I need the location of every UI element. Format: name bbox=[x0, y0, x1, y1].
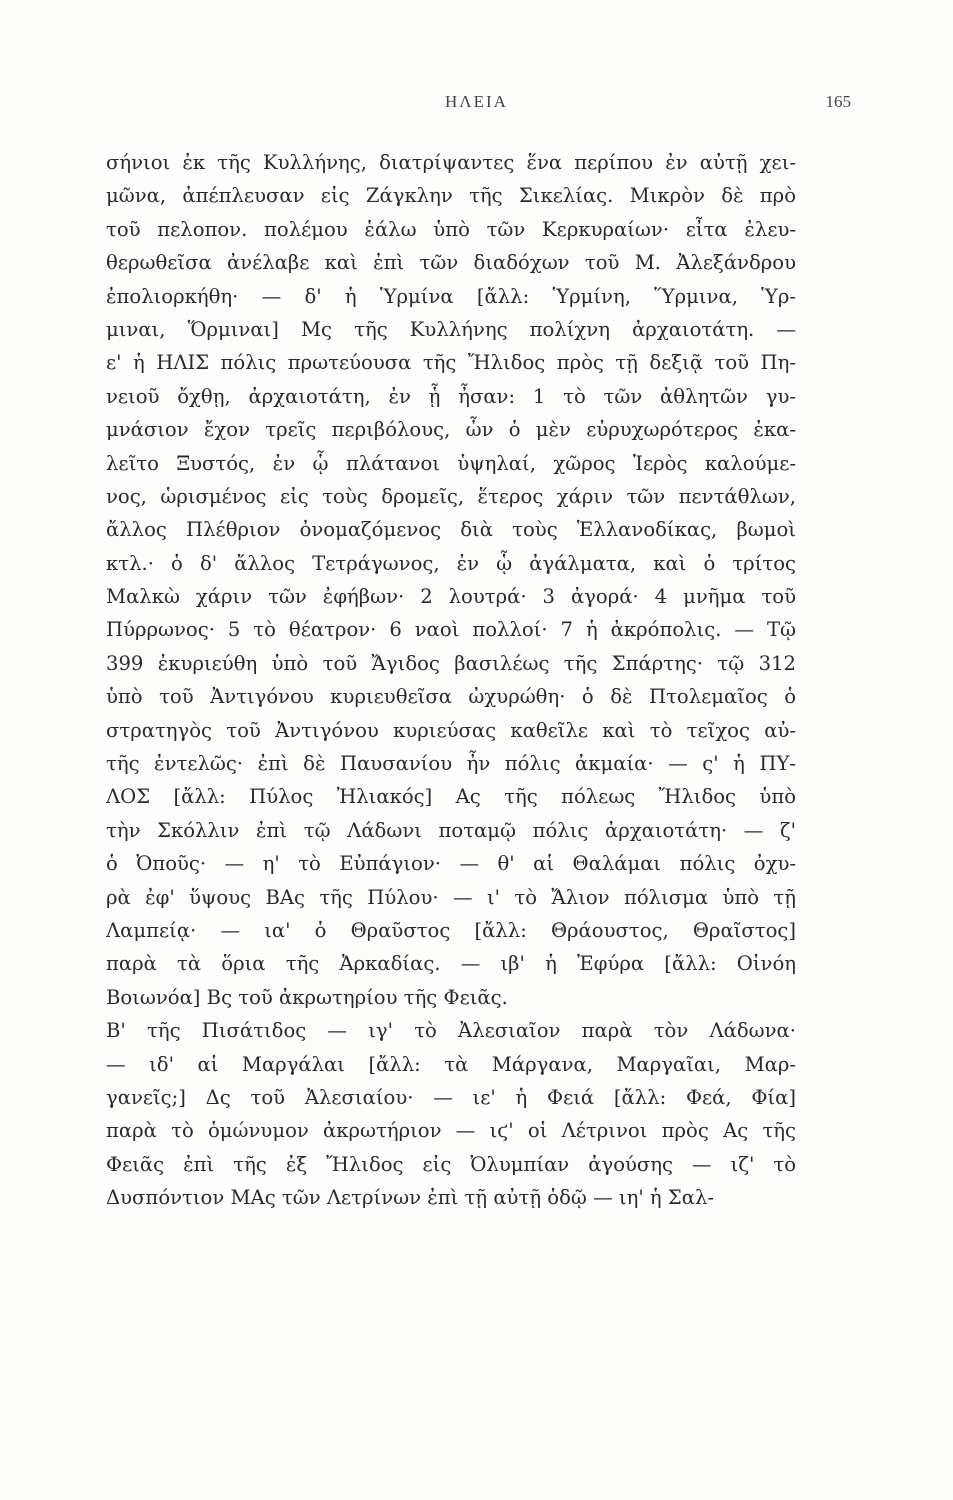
text-line: στρατηγὸς τοῦ Ἀντιγόνου κυριεύσας καθεῖλε καὶ τὸ τεῖχος αὐ- bbox=[106, 718, 796, 742]
text-line: — ιδ' αἱ Μαργάλαι [ἄλλ: τὰ Μάργανα, Μαργαῖαι, Μαρ- bbox=[106, 1052, 796, 1076]
text-line: κτλ.· ὁ δ' ἄλλος Τετράγωνος, ἐν ᾧ ἀγάλματα, καὶ ὁ τρίτος bbox=[106, 551, 796, 575]
text-line: Βοιωνόα] Βς τοῦ ἀκρωτηρίου τῆς Φειᾶς. bbox=[106, 985, 508, 1009]
text-line: Λαμπείᾳ· — ια' ὁ Θραῦστος [ἄλλ: Θράουστος, Θραῖστος] bbox=[106, 918, 796, 942]
text-line: λεῖτο Ξυστός, ἐν ᾧ πλάτανοι ὑψηλαί, χῶρος Ἱερὸς καλούμε- bbox=[106, 451, 796, 475]
text-line: Δυσπόντιον ΜΑς τῶν Λετρίνων ἐπὶ τῇ αὐτῇ ὁδῷ — ιη' ἡ Σαλ- bbox=[106, 1186, 715, 1210]
text-line: ΛΟΣ [ἄλλ: Πύλος Ἠλιακός] Ας τῆς πόλεως Ἤλιδος ὑπὸ bbox=[106, 785, 796, 809]
text-line: Β' τῆς Πισάτιδος — ιγ' τὸ Ἀλεσιαῖον παρὰ τὸν Λάδωνα· bbox=[106, 1019, 796, 1043]
text-line: 399 ἐκυριεύθη ὑπὸ τοῦ Ἄγιδος βασιλέως τῆς Σπάρτης· τῷ 312 bbox=[106, 651, 796, 675]
text-line: νος, ὡρισμένος εἰς τοὺς δρομεῖς, ἕτερος χάριν τῶν πεντάθλων, bbox=[106, 484, 796, 508]
text-line: Μαλκὼ χάριν τῶν ἐφήβων· 2 λουτρά· 3 ἀγορά· 4 μνῆμα τοῦ bbox=[106, 585, 796, 609]
text-line: ε' ἡ ΗΛΙΣ πόλις πρωτεύουσα τῆς Ἤλιδος πρὸς τῇ δεξιᾷ τοῦ Πη- bbox=[106, 351, 796, 375]
text-line: τοῦ πελοπον. πολέμου ἑάλω ὑπὸ τῶν Κερκυραίων· εἶτα ἐλευ- bbox=[106, 217, 796, 241]
text-line: μῶνα, ἀπέπλευσαν εἰς Ζάγκλην τῆς Σικελίας. Μικρὸν δὲ πρὸ bbox=[106, 184, 796, 208]
text-line: θερωθεῖσα ἀνέλαβε καὶ ἐπὶ τῶν διαδόχων τοῦ Μ. Ἀλεξάνδρου bbox=[106, 251, 796, 275]
running-header bbox=[0, 92, 953, 122]
text-line: σήνιοι ἐκ τῆς Κυλλήνης, διατρίψαντες ἕνα περίπου ἐν αὐτῇ χει- bbox=[106, 151, 796, 174]
text-line: μνάσιον ἔχον τρεῖς περιβόλους, ὧν ὁ μὲν εὐρυχωρότερος ἐκα- bbox=[106, 418, 796, 442]
text-line: νειοῦ ὄχθῃ, ἀρχαιοτάτη, ἐν ᾗ ἦσαν: 1 τὸ τῶν ἀθλητῶν γυ- bbox=[106, 384, 796, 408]
text-line: ἐπολιορκήθη· — δ' ἡ Ὑρμίνα [ἄλλ: Ὑρμίνη, Ὕρμινα, Ὑρ- bbox=[106, 284, 796, 308]
text-line: ἄλλος Πλέθριον ὀνομαζόμενος διὰ τοὺς Ἑλλανοδίκας, βωμοὶ bbox=[106, 518, 796, 542]
text-line: Φειᾶς ἐπὶ τῆς ἐξ Ἤλιδος εἰς Ὀλυμπίαν ἀγούσης — ιζ' τὸ bbox=[106, 1152, 796, 1176]
page-title: ΗΛΕΙΑ bbox=[445, 92, 508, 111]
body-text bbox=[106, 146, 796, 1215]
text-line: ρὰ ἐφ' ὕψους ΒΑς τῆς Πύλου· — ι' τὸ Ἄλιον πόλισμα ὑπὸ τῇ bbox=[106, 885, 796, 909]
text-line: γανεῖς;] Δς τοῦ Ἀλεσιαίου· — ιε' ἡ Φειά [ἄλλ: Φεά, Φία] bbox=[106, 1085, 796, 1109]
text-line: παρὰ τὰ ὅρια τῆς Ἀρκαδίας. — ιβ' ἡ Ἐφύρα [ἄλλ: Οἰνόη bbox=[106, 952, 796, 976]
text-line: τὴν Σκόλλιν ἐπὶ τῷ Λάδωνι ποταμῷ πόλις ἀρχαιοτάτη· — ζ' bbox=[106, 818, 796, 842]
text-line: μιναι, Ὅρμιναι] Μς τῆς Κυλλήνης πολίχνη ἀρχαιοτάτη. — bbox=[106, 317, 796, 341]
text-line: ὁ Ὀποῦς· — η' τὸ Εὐπάγιον· — θ' αἱ Θαλάμαι πόλις ὀχυ- bbox=[106, 852, 796, 876]
text-line: Πύρρωνος· 5 τὸ θέατρον· 6 ναοὶ πολλοί· 7 ἡ ἀκρόπολις. — Τῷ bbox=[106, 618, 796, 642]
text-line: τῆς ἐντελῶς· ἐπὶ δὲ Παυσανίου ἦν πόλις ἀκμαία· — ς' ἡ ΠΥ- bbox=[106, 752, 796, 776]
text-line: ὑπὸ τοῦ Ἀντιγόνου κυριευθεῖσα ὠχυρώθη· ὁ δὲ Πτολεμαῖος ὁ bbox=[106, 685, 796, 709]
text-line: παρὰ τὸ ὁμώνυμον ἀκρωτήριον — ιϛ' οἱ Λέτρινοι πρὸς Ας τῆς bbox=[106, 1119, 796, 1143]
page-number: 165 bbox=[825, 92, 851, 111]
